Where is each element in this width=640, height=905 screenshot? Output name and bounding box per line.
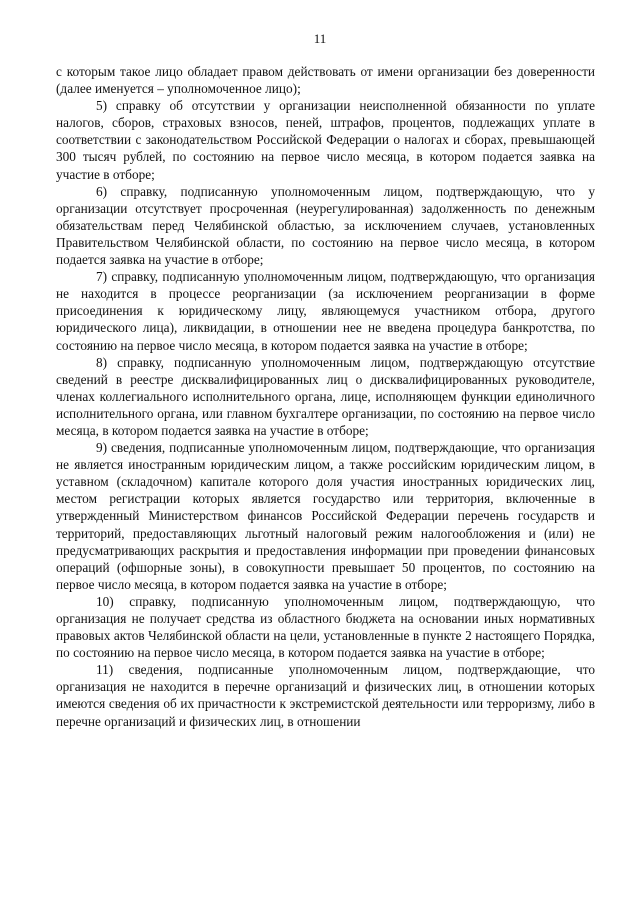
paragraph-item-7: 7) справку, подписанную уполномоченным лицом, подтверждающую, что организация не находится в процессе реорганизации (за исключением реорганизации в форме присоединения к юридическому лицу, являющемуся участником отбора, другого юридического лица), ликвидации, в отношении нее не введена процедура банкротства, по состоянию на первое число месяца, в котором подается заявка на участие в отборе; — [56, 269, 595, 353]
paragraph-item-9: 9) сведения, подписанные уполномоченным лицом, подтверждающие, что организация не является иностранным юридическим лицом, а также российским юридическим лицом, в уставном (складочном) капитале которого доля участия иностранных юридических лиц, местом регистрации которых является государство или территория, включенные в утвержденный Министерством финансов Российской Федерации перечень государств и территорий, предоставляющих льготный налоговый режим налогообложения и (или) не предусматривающих раскрытия и предоставления информации при проведении финансовых операций (офшорные зоны), в совокупности превышает 50 процентов, по состоянию на первое число месяца, в котором подается заявка на участие в отборе; — [56, 440, 595, 592]
page-number: 11 — [313, 31, 327, 46]
paragraph-item-10: 10) справку, подписанную уполномоченным лицом, подтверждающую, что организация не получает средства из областного бюджета на основании иных нормативных правовых актов Челябинской области на цели, установленные в пункте 2 настоящего Порядка, по состоянию на первое число месяца, в котором подается заявка на участие в отборе; — [56, 593, 595, 661]
paragraph-item-8: 8) справку, подписанную уполномоченным лицом, подтверждающую отсутствие сведений в реестре дисквалифицированных лиц о дисквалифицированных руководителе, членах коллегиального исполнительного органа, лице, исполняющем функции единоличного исполнительного органа, или главном бухгалтере организации, по состоянию на первое число месяца, в котором подается заявка на участие в отборе; — [56, 354, 595, 438]
paragraph-item-11: 11) сведения, подписанные уполномоченным лицом, подтверждающие, что организация не находится в перечне организаций и физических лиц, в отношении которых имеются сведения об их причастности к экстремистской деятельности или терроризму, либо в перечне организаций и физических лиц, в отношении — [56, 662, 595, 729]
paragraph-item-5: 5) справку об отсутствии у организации неисполненной обязанности по уплате налогов, сборов, страховых взносов, пеней, штрафов, процентов, подлежащих уплате в соответствии с законодательством Российской Федерации о налогах и сборах, превышающей 300 тысяч рублей, по состоянию на первое число месяца, в котором подается заявка на участие в отборе; — [56, 98, 595, 182]
paragraph-item-6: 6) справку, подписанную уполномоченным лицом, подтверждающую, что у организации отсутствует просроченная (неурегулированная) задолженность по денежным обязательствам перед Челябинской областью, за исключением случаев, установленных Правительством Челябинской области, по состоянию на первое число месяца, в котором подается заявка на участие в отборе; — [56, 183, 595, 268]
paragraph-continuation: с которым такое лицо обладает правом действовать от имени организации без доверенности (далее именуется – уполномоченное лицо); — [56, 64, 595, 97]
document-body — [56, 63, 595, 730]
